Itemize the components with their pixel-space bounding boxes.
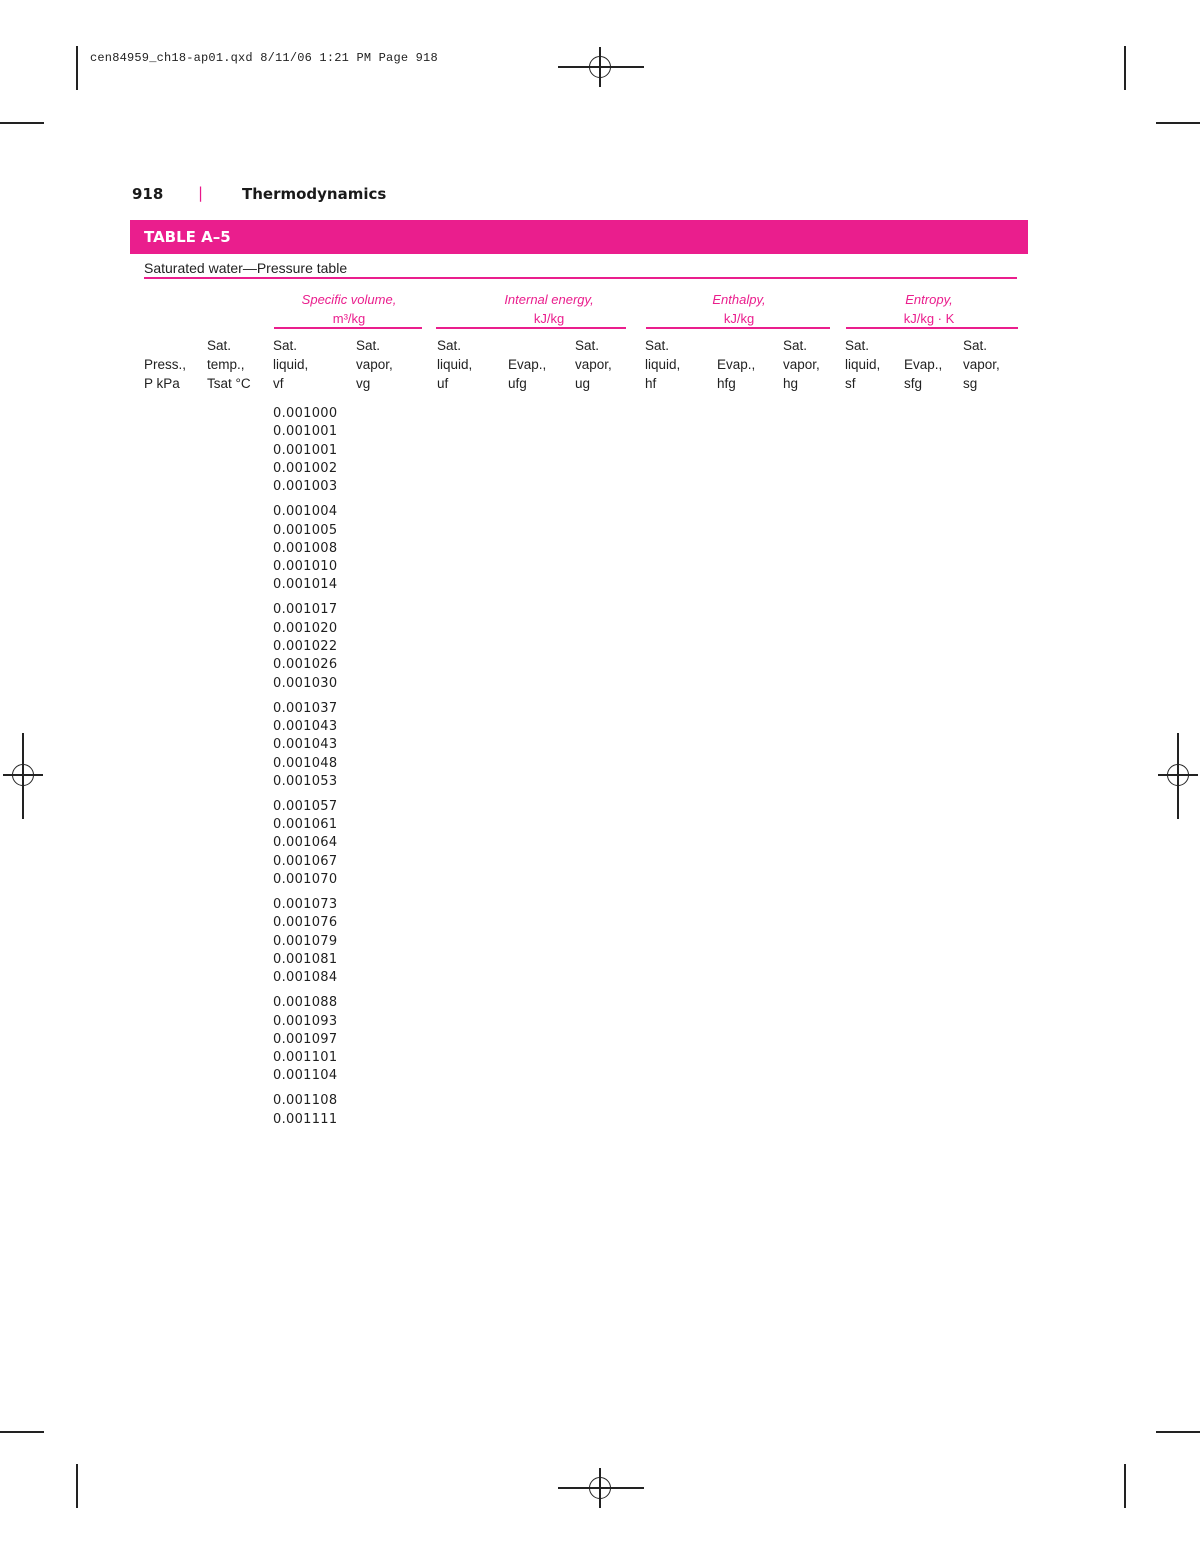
table-cell: 0.001005 (273, 522, 338, 538)
group-heading-specific-volume (274, 290, 424, 328)
group-rule (846, 327, 1018, 329)
column-heading-sg: Sat. vapor, sg (963, 338, 1000, 391)
table-cell: 0.001093 (273, 1013, 338, 1029)
table-cell: 0.001101 (273, 1050, 338, 1066)
table-cell: 0.001064 (273, 835, 338, 851)
column-heading-hfg: Evap., hfg (717, 357, 756, 391)
column-heading-pressure: Press., P kPa (144, 357, 187, 391)
running-head-separator: | (198, 184, 204, 202)
table-cell: 0.001061 (273, 817, 338, 833)
crop-mark (1124, 46, 1126, 90)
table-label-band (130, 220, 1028, 254)
table-cell: 0.001022 (273, 639, 338, 654)
table-cell: 0.001111 (273, 1111, 338, 1127)
column-heading-sat-temp: Sat. temp., Tsat °C (207, 338, 251, 391)
column-heading-uf: Sat. liquid, uf (437, 338, 473, 391)
crop-mark (1156, 1431, 1200, 1433)
column-heading-sfg: Evap., sfg (904, 357, 943, 391)
crop-mark (0, 122, 44, 124)
group-name: Enthalpy, (712, 292, 766, 307)
table-cell: 0.001002 (273, 460, 338, 476)
group-rule (436, 327, 626, 329)
table-cell: 0.001010 (273, 559, 338, 575)
table-cell: 0.001081 (273, 951, 338, 967)
group-rule (646, 327, 830, 329)
registration-mark-icon (580, 1468, 620, 1508)
table-cell: 0.001017 (273, 602, 338, 618)
table-cell: 0.001003 (273, 479, 338, 495)
crop-mark (0, 1431, 44, 1433)
column-heading-ug: Sat. vapor, ug (575, 338, 612, 391)
crop-mark (76, 1464, 78, 1508)
column-heading-ufg: Evap., ufg (508, 357, 547, 391)
table-cell: 0.001008 (273, 540, 338, 556)
table-cell: 0.001067 (273, 853, 338, 869)
group-name: Internal energy, (504, 292, 594, 307)
printer-slug: cen84959_ch18-ap01.qxd 8/11/06 1:21 PM Page 918 (90, 51, 438, 65)
table-cell: 0.001014 (273, 577, 338, 593)
group-unit: kJ/kg (723, 311, 755, 326)
table-title: Saturated water—Pressure table (144, 260, 348, 276)
table-cell: 0.001026 (273, 657, 338, 673)
page-number: 918 (132, 185, 164, 203)
group-unit: m³/kg (332, 311, 366, 326)
column-heading-sf: Sat. liquid, sf (845, 338, 881, 391)
group-unit: kJ/kg · K (903, 311, 955, 326)
table-cell: 0.001097 (273, 1031, 338, 1047)
table-cell: 0.001079 (273, 933, 338, 949)
group-heading-entropy (840, 290, 1018, 328)
group-rule (274, 327, 422, 329)
table-cell: 0.001084 (273, 970, 338, 986)
table-cell: 0.001057 (273, 798, 338, 814)
table-cell: 0.001088 (273, 995, 338, 1011)
group-name: Specific volume, (301, 292, 397, 307)
title-rule (144, 277, 1017, 279)
group-unit: kJ/kg (533, 311, 565, 326)
table-cell: 0.001076 (273, 915, 338, 931)
column-heading-vg: Sat. vapor, vg (356, 338, 393, 391)
table-cell: 0.001104 (273, 1068, 338, 1084)
table-cell: 0.001053 (273, 773, 338, 789)
group-heading-internal-energy (434, 290, 664, 328)
book-title: Thermodynamics (242, 185, 387, 203)
group-heading-enthalpy (644, 290, 834, 328)
table-cell: 0.001048 (273, 755, 338, 771)
table-cell: 0.001073 (273, 897, 338, 912)
table-cell: 0.001030 (273, 675, 338, 691)
table-cell: 0.001004 (273, 504, 338, 520)
registration-mark-icon (1158, 755, 1198, 795)
table-label: TABLE A–5 (144, 228, 231, 246)
table-cell: 0.001020 (273, 620, 338, 636)
crop-mark (1124, 1464, 1126, 1508)
table-cell: 0.001000 (273, 406, 338, 421)
table-cell: 0.001037 (273, 700, 338, 716)
table-cell: 0.001001 (273, 442, 338, 458)
registration-mark-icon (3, 755, 43, 795)
crop-mark (76, 46, 78, 90)
table-cell: 0.001043 (273, 718, 338, 734)
table-cell: 0.001070 (273, 872, 338, 887)
column-heading-hf: Sat. liquid, hf (645, 338, 681, 391)
table-cell: 0.001108 (273, 1093, 338, 1109)
table-cell: 0.001001 (273, 424, 338, 440)
crop-mark (1156, 122, 1200, 124)
group-name: Entropy, (905, 292, 953, 307)
column-heading-hg: Sat. vapor, hg (783, 338, 820, 391)
registration-mark-icon (580, 47, 620, 87)
column-heading-vf: Sat. liquid, vf (273, 338, 309, 391)
table-cell: 0.001043 (273, 737, 338, 753)
